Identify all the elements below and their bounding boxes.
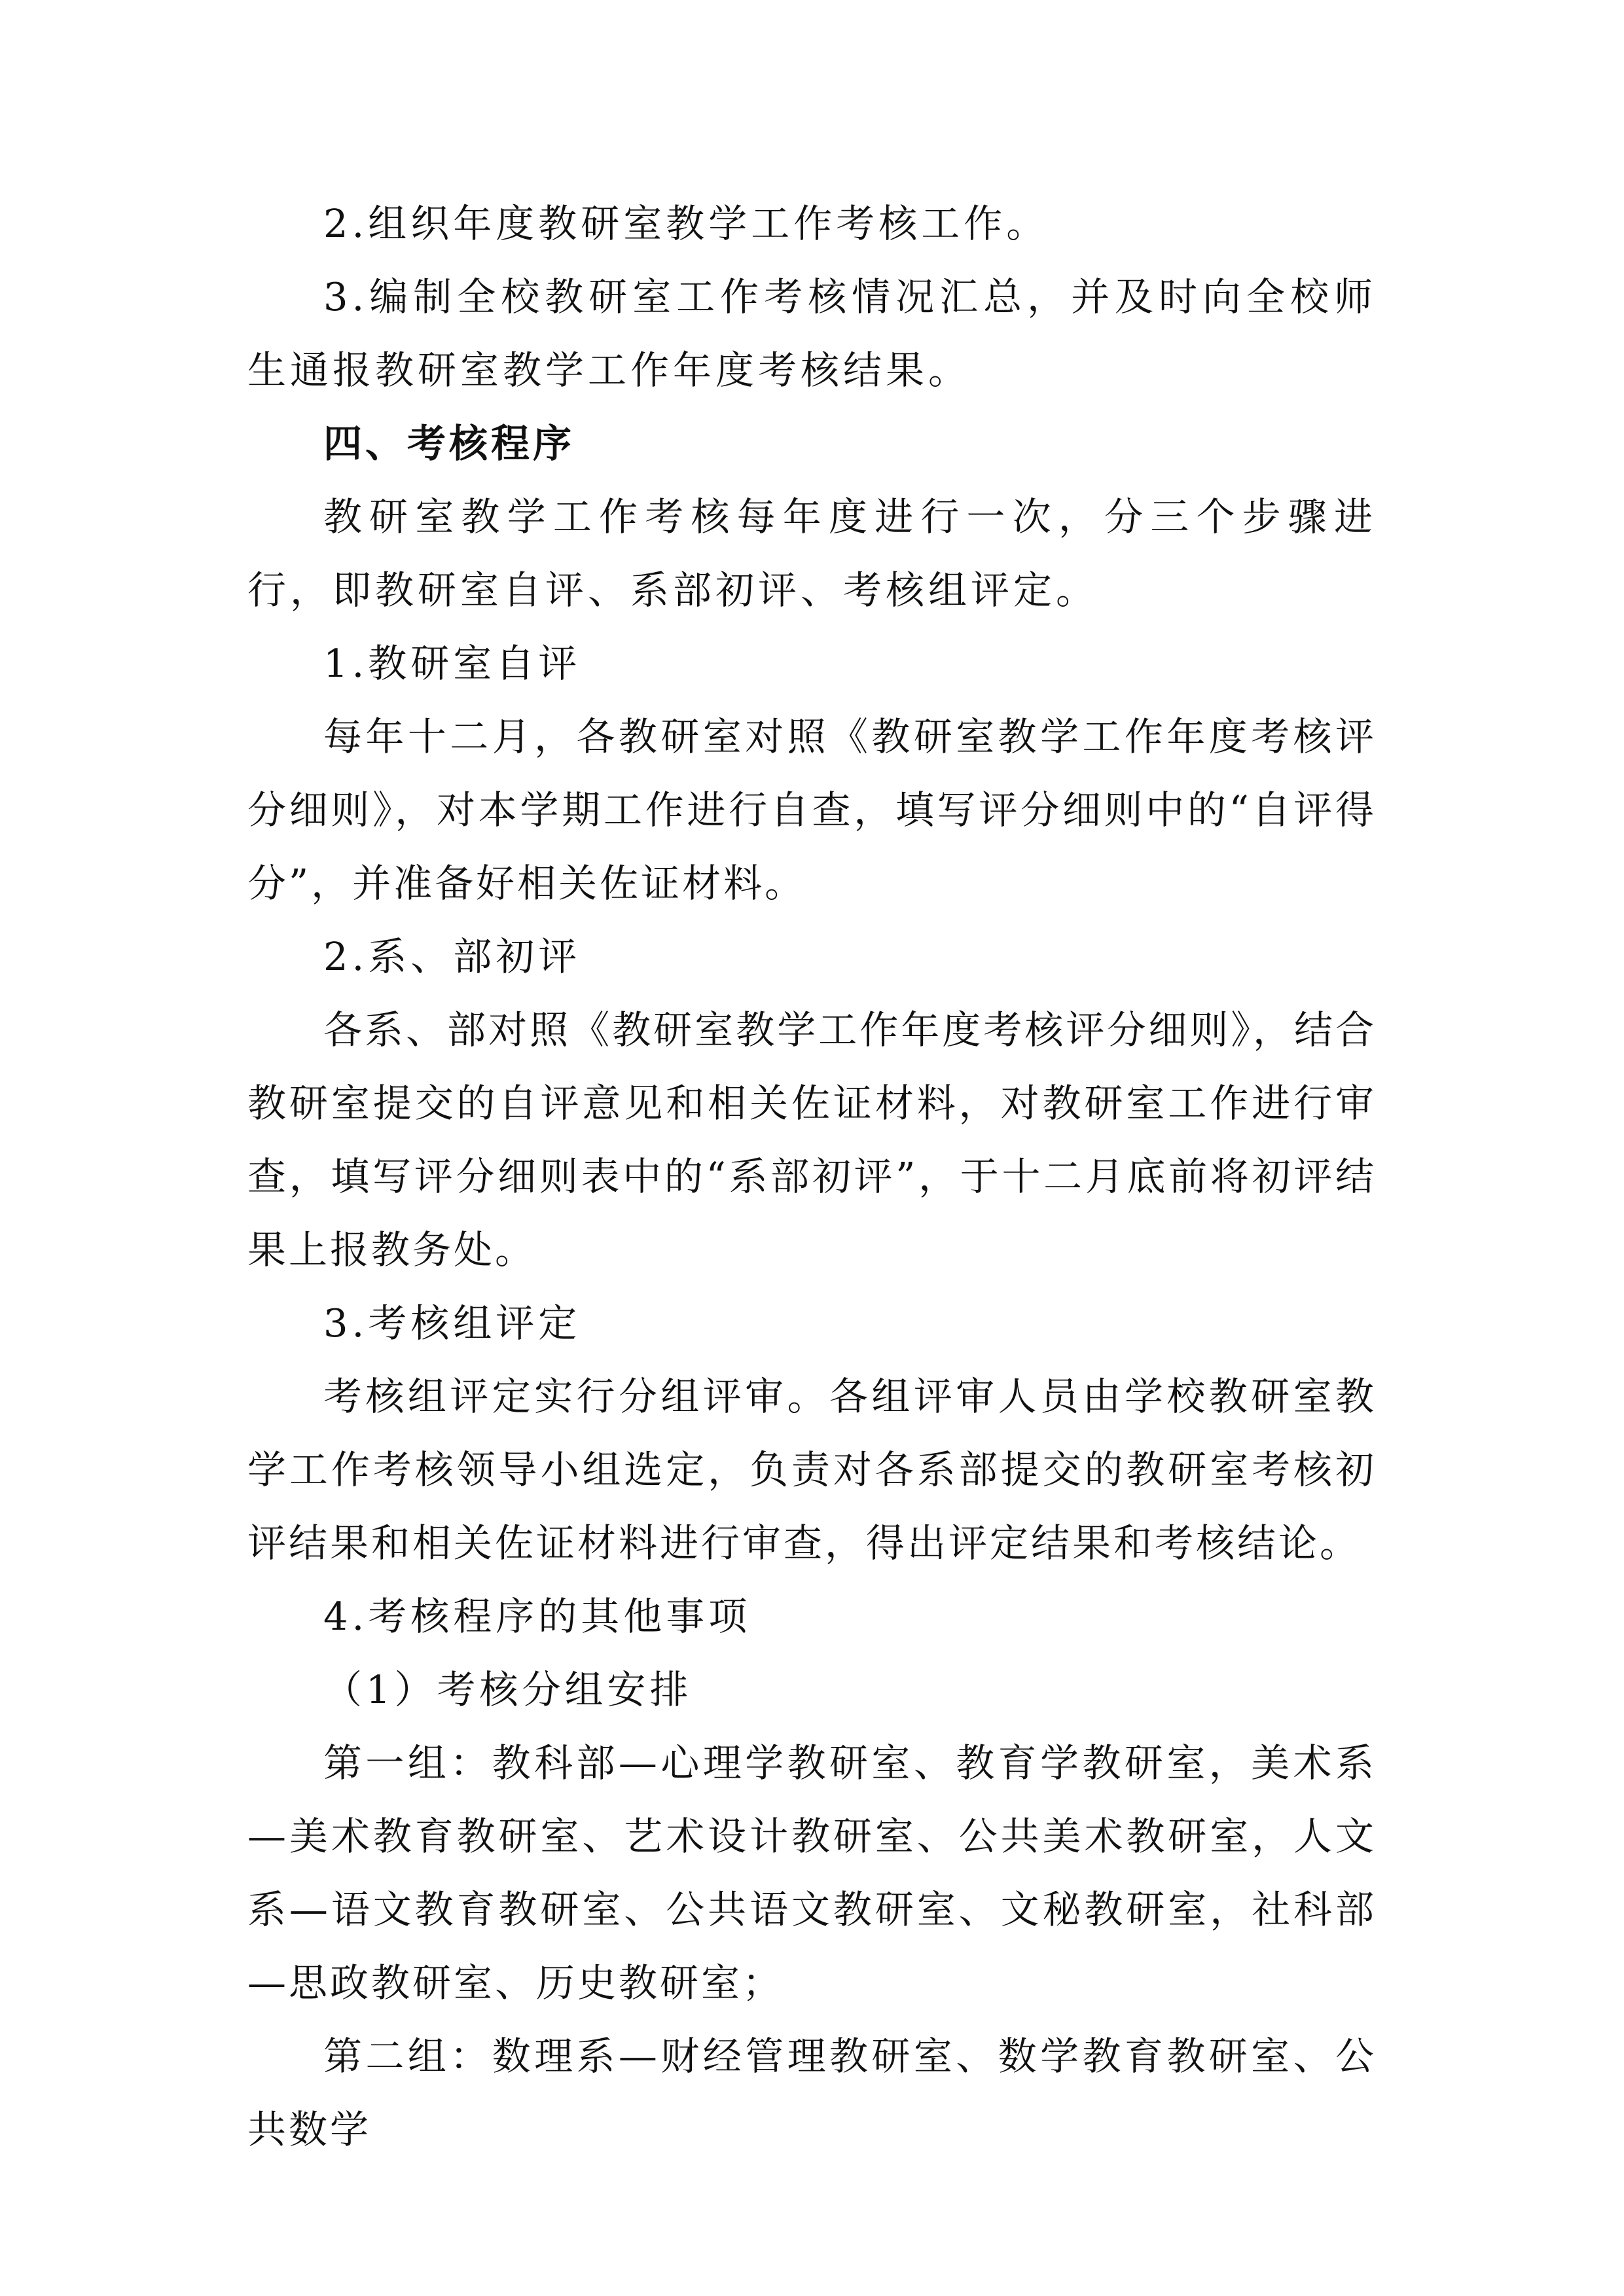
paragraph-procedure-overview: 教研室教学工作考核每年度进行一次，分三个步骤进行，即教研室自评、系部初评、考核组评定。 (247, 494, 1377, 613)
document-body (247, 187, 1377, 2166)
paragraph-group-one: 第一组：教科部—心理学教研室、教育学教研室，美术系—美术教育教研室、艺术设计教研室、公共美术教研室，人文系—语文教育教研室、公共语文教研室、文秘教研室，社科部—思政教研室、历史教研室； (247, 1740, 1377, 2005)
subheading-other-procedure-matters: 4.考核程序的其他事项 (323, 1594, 751, 1639)
subheading-self-evaluation: 1.教研室自评 (323, 641, 581, 686)
paragraph-compile-summary: 3.编制全校教研室工作考核情况汇总，并及时向全校师生通报教研室教学工作年度考核结果。 (247, 274, 1377, 393)
paragraph-self-evaluation: 每年十二月，各教研室对照《教研室教学工作年度考核评分细则》，对本学期工作进行自查，填写评分细则中的“自评得分”，并准备好相关佐证材料。 (247, 714, 1377, 906)
paragraph-group-two: 第二组：数理系—财经管理教研室、数学教育教研室、公共数学 (247, 2034, 1377, 2152)
paragraph-department-preliminary-evaluation: 各系、部对照《教研室教学工作年度考核评分细则》，结合教研室提交的自评意见和相关佐证材料，对教研室工作进行审查，填写评分细则表中的“系部初评”，于十二月底前将初评结果上报教务处。 (247, 1007, 1377, 1272)
subheading-department-preliminary-evaluation: 2.系、部初评 (323, 934, 581, 979)
subheading-assessment-group-evaluation: 3.考核组评定 (323, 1300, 581, 1346)
section-heading-assessment-procedure: 四、考核程序 (323, 421, 575, 466)
paragraph-organize-annual-assessment: 2.组织年度教研室教学工作考核工作。 (323, 201, 1049, 246)
subheading-group-arrangement: （1）考核分组安排 (323, 1667, 693, 1712)
paragraph-assessment-group-evaluation: 考核组评定实行分组评审。各组评审人员由学校教研室教学工作考核领导小组选定，负责对各系部提交的教研室考核初评结果和相关佐证材料进行审查，得出评定结果和考核结论。 (247, 1374, 1377, 1566)
